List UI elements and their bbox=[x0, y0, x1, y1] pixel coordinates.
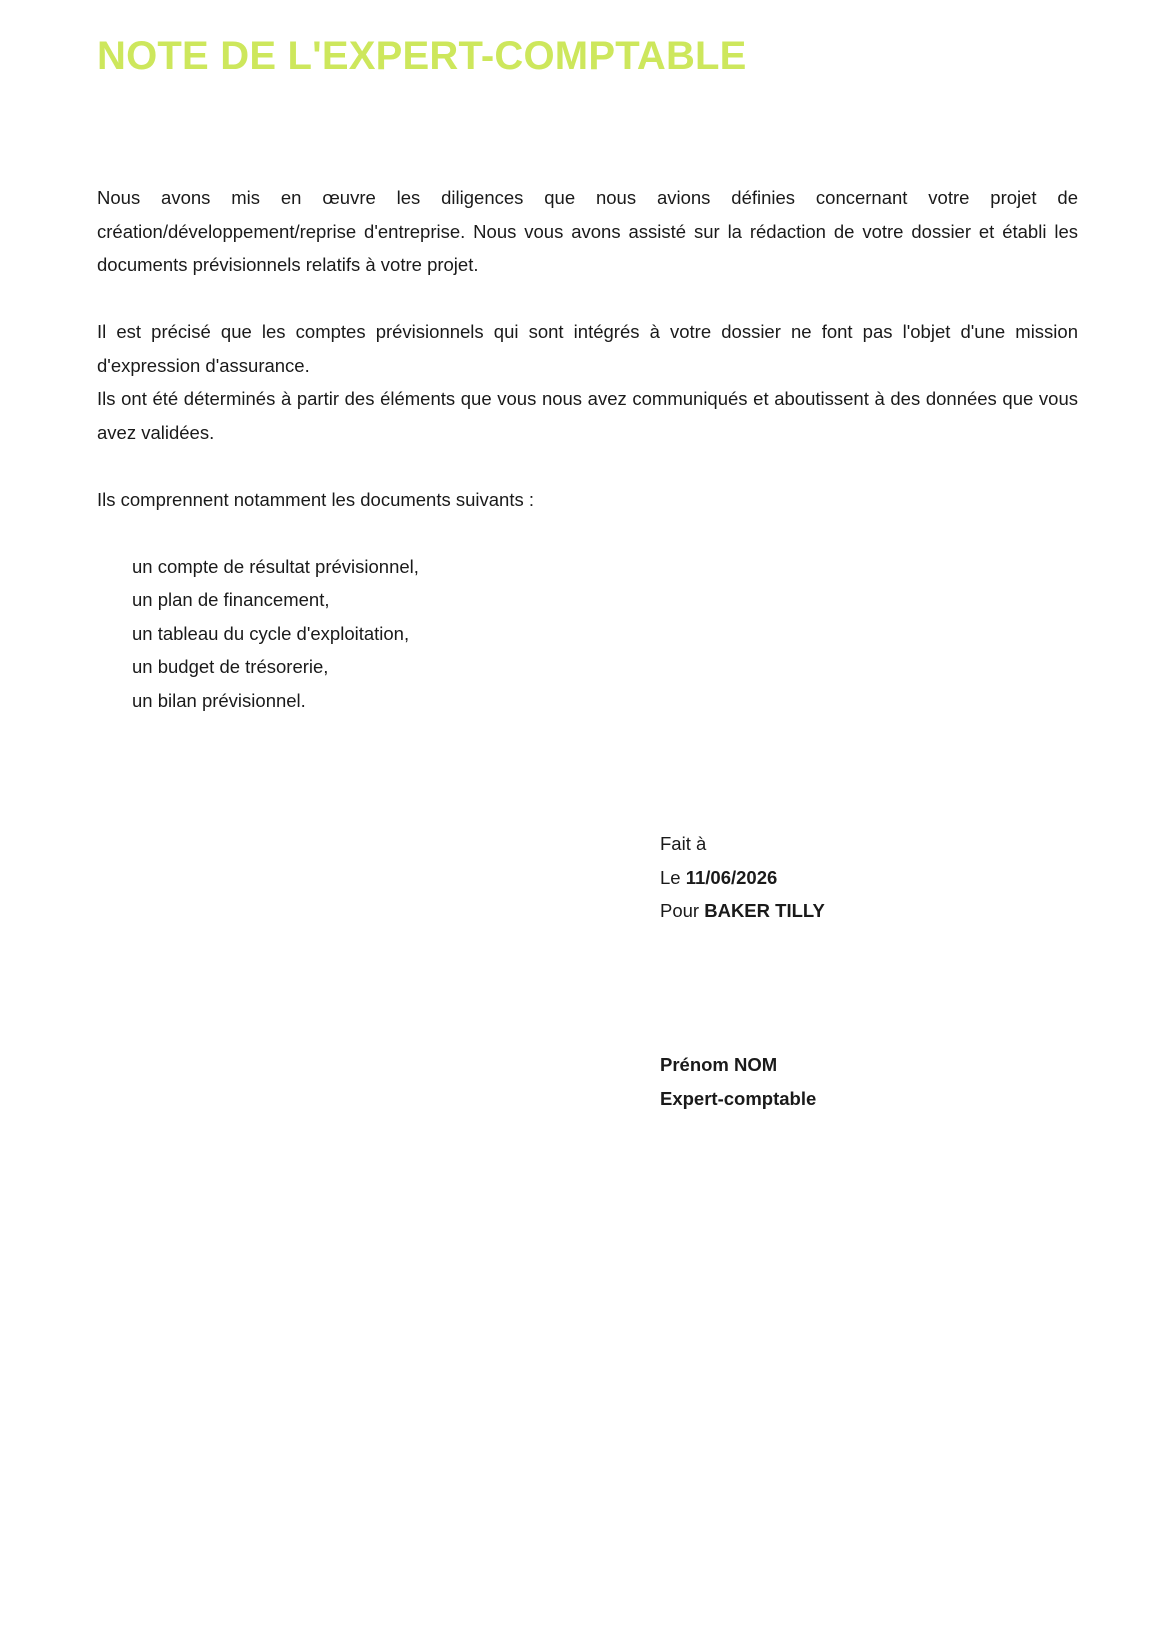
list-item: un budget de trésorerie, bbox=[132, 656, 329, 677]
signer-name: Prénom NOM bbox=[660, 1054, 778, 1075]
paragraph-spacer bbox=[97, 516, 1078, 550]
intro-paragraph: Nous avons mis en œuvre les diligences que nous avions définies concernant votre projet de création/développement/reprise d'entreprise. Nous vous avons assisté sur la rédaction de votre dossier et établi les documents prévisionnels relatifs à votre projet. bbox=[97, 187, 1078, 275]
firm-name: BAKER TILLY bbox=[704, 900, 825, 921]
for-label: Pour bbox=[660, 900, 700, 921]
place-line bbox=[660, 827, 825, 861]
date-value: 11/06/2026 bbox=[685, 866, 778, 888]
list-item: un compte de résultat prévisionnel, bbox=[132, 555, 419, 577]
list-item: un tableau du cycle d'exploitation, bbox=[132, 622, 410, 644]
signature-block bbox=[660, 827, 825, 928]
date-label: Le bbox=[660, 866, 681, 888]
firm-line bbox=[660, 894, 825, 928]
list-item: un bilan prévisionnel. bbox=[132, 689, 306, 711]
signer-role: Expert-comptable bbox=[660, 1087, 817, 1109]
documents-list bbox=[97, 550, 1078, 718]
list-item: un plan de financement, bbox=[132, 589, 330, 610]
place-label: Fait à bbox=[660, 833, 707, 854]
document-body bbox=[97, 181, 1078, 717]
documents-intro: Ils comprennent notamment les documents suivants : bbox=[97, 488, 535, 510]
paragraph-spacer bbox=[97, 449, 1078, 483]
assurance-paragraph: Il est précisé que les comptes prévisionnels qui sont intégrés à votre dossier ne font pas l'objet d'une mission d'expression d'assurance. bbox=[97, 321, 1078, 376]
paragraph-spacer bbox=[97, 282, 1078, 316]
date-line bbox=[660, 861, 825, 895]
document-title: NOTE DE L'EXPERT-COMPTABLE bbox=[97, 34, 747, 78]
validation-paragraph: Ils ont été déterminés à partir des éléments que vous nous avez communiqués et aboutissent à des données que vous avez validées. bbox=[97, 388, 1078, 443]
signer-block bbox=[660, 1048, 816, 1115]
